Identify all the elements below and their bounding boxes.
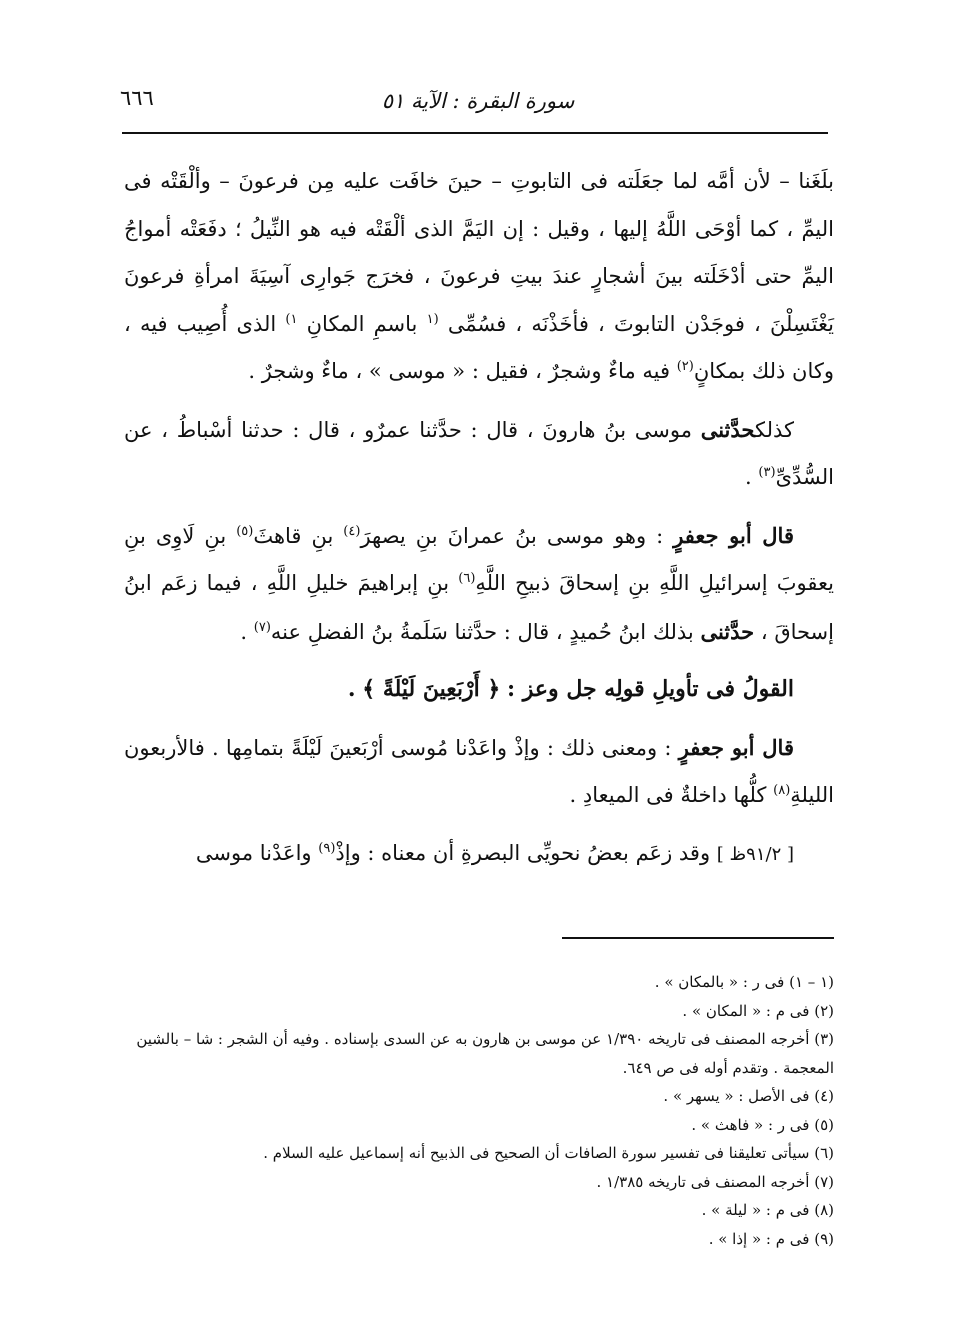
bold-term: قال أبو جعفرٍ	[673, 522, 794, 548]
paragraph-1	[124, 158, 834, 396]
text-run: بلَغَنا – لأن أمَّه لما جعَلَته فى التابوتِ – حينَ خافَت عليه مِن فرعونَ – وألْقَتْه فى اليمِّ ، كما أوْحَى اللَّهُ إليها ، وقيل : إن اليَمَّ الذى ألْقَتْه فيه هو النِّيلُ ؛ دفَعَتْه أمواجُ اليمِّ حتى أدْخَلَته بينَ أشجارٍ عندَ بيتِ فرعونَ ، فخرَج جَوارِى آسِيَةَ امرأةِ فرعونَ يَغْتَسِلْنَ ، فوجَدْن التابوتَ ، فأخَذْنَه ، فسُمِّى	[124, 169, 834, 336]
paragraph-4	[124, 724, 834, 820]
text-run: : ومعنى ذلك : وإذْ واعَدْنا مُوسى أرْبَعينَ لَيْلَةً بتمامِها . فالأربعون الليلةِ	[124, 735, 834, 807]
text-run: .	[745, 465, 752, 489]
text-run: بنِ قاهثَ	[253, 523, 334, 548]
page-header	[120, 84, 836, 118]
text-run: كلُّها داخلةٌ فى الميعادِ .	[569, 783, 767, 807]
text-run: بذلك ابنُ حُميدٍ ، قال : حدَّثنا سَلَمةُ بنُ الفضلِ عنه	[270, 619, 694, 644]
text-run: كذلك	[754, 417, 794, 442]
page-number: ٦٦٦	[120, 86, 154, 110]
text-run: واعَدْنا موسى	[195, 840, 312, 865]
footnote-ref: (١	[426, 311, 439, 327]
text-run: موسى بنُ هارونَ ، قال : حدَّثنا عمرٌو ، قال : حدثنا أسْباطُ ، عن السُّدِّىِّ	[124, 417, 834, 489]
header-rule	[122, 132, 828, 134]
footnote-ref: (٧)	[253, 619, 271, 635]
footnote: (٢) فى م : « المكان » .	[682, 1001, 834, 1020]
text-run: وقد زعَم بعضُ نحويِّى البصرةِ أن معناه : وإذْ	[335, 840, 711, 865]
paragraph-5	[124, 830, 834, 879]
section-heading	[124, 666, 834, 714]
footnote-ref: (٢)	[676, 359, 694, 374]
main-text	[124, 158, 834, 878]
text-run: باسمِ المكانِ	[306, 311, 418, 336]
footnote-ref: (٤)	[343, 523, 361, 539]
footnote: (٩) فى م : « إذا » .	[708, 1229, 834, 1248]
footnotes	[124, 968, 834, 1253]
bold-term: قال أبو جعفرٍ	[678, 734, 794, 760]
footnote: (١ – ١) فى ر : « بالمكان » .	[654, 973, 834, 991]
footnote: (٥) فى ر : « فاهث » .	[691, 1115, 834, 1134]
footnote: (٤) فى الأصل : « يسهر » .	[663, 1087, 834, 1105]
footnote-ref: (٣)	[758, 465, 776, 480]
footnote-rule	[562, 937, 834, 939]
footnote-ref: (٦)	[458, 571, 476, 586]
manuscript-marker: [ ٩١/٢ظ ]	[716, 843, 794, 865]
footnote-ref: (٩)	[318, 840, 336, 856]
text-run: .	[240, 619, 248, 644]
footnote: (٨) فى م : « ليلة » .	[701, 1201, 834, 1219]
running-title: سورة البقرة : الآية ٥١	[381, 89, 575, 113]
footnote: (٧) أخرجه المصنف فى تاريخه ١/٣٨٥ .	[596, 1172, 834, 1191]
bold-term: حدَّثنى	[700, 416, 755, 442]
footnote: (٦) سيأتى تعليقنا فى تفسير سورة الصافات أن الصحيح فى الذبيح أنه إسماعيل عليه السلام .	[263, 1144, 834, 1162]
footnote-ref: (٨)	[773, 783, 791, 798]
paragraph-3	[124, 512, 834, 657]
heading-text: .	[347, 676, 356, 702]
text-run: : وهو موسى بنُ عمرانَ بنِ يصهرَ	[360, 523, 664, 548]
text-run: الذى أُصِيب فيه ، وكان ذلك بمكانٍ	[124, 311, 834, 383]
bold-term: حدَّثنى	[700, 618, 755, 644]
footnote-ref: ١)	[285, 311, 298, 327]
text-run: بنِ لَاوِى بنِ يعقوبَ إسرائيلِ اللَّهِ بنِ إسحاقَ ذبيحِ اللَّهِ	[124, 523, 834, 595]
footnote-ref: (٥)	[236, 523, 254, 539]
text-run: بنِ إبراهيمَ خليلِ اللَّهِ ، فيما زعَم ابنُ إسحاقَ ،	[124, 571, 834, 644]
paragraph-2	[124, 406, 834, 502]
footnote: (٣) أخرجه المصنف فى تاريخه ١/٣٩٠ عن موسى بن هارون به عن السدى بإسناده . وفيه أن الشجر : شا – بالشين المعجمة . وتقدم أوله فى ص ٦٤٩.	[136, 1030, 834, 1077]
text-run: فيه ماءٌ وشجرٌ ، فقيل : « موسى » ، ماءٌ وشجرٌ .	[248, 359, 670, 383]
heading-text: القولُ فى تأويلِ قولِه جل وعز :	[507, 676, 794, 702]
quran-quote: ﴿ أَرْبَعِينَ لَيْلَةً ﴾	[362, 676, 501, 702]
